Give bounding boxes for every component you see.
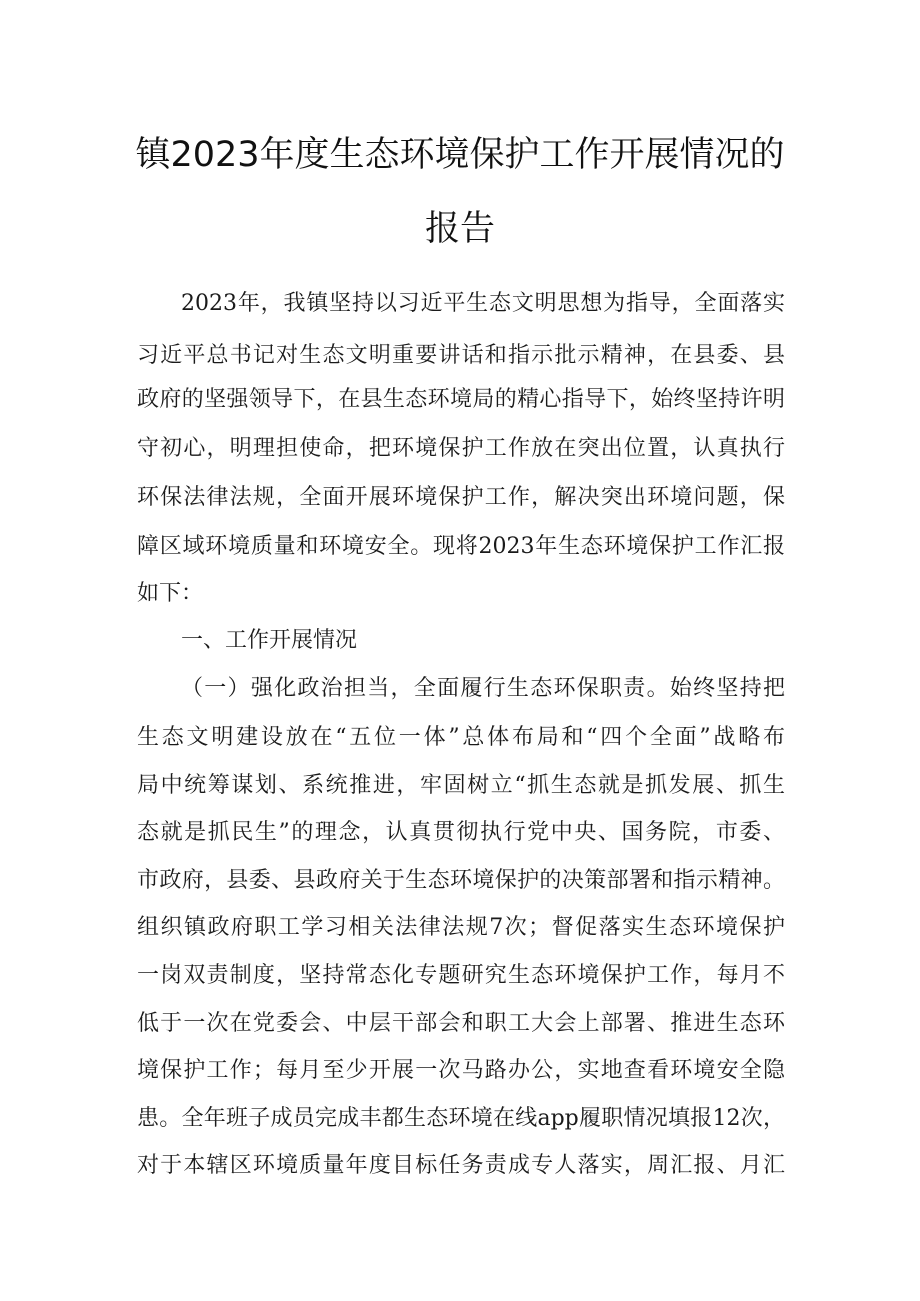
intro-paragraph-line: 2023年，我镇坚持以习近平生态文明思想为指导，全面落实 — [181, 291, 785, 316]
intro-paragraph-line: 守初心，明理担使命，把环境保护工作放在突出位置，认真执行 — [137, 436, 785, 461]
document-title-line-1: 镇2023年度生态环境保护工作开展情况的 — [135, 135, 785, 175]
section-heading: 一、工作开展情况 — [181, 628, 358, 653]
subsection-paragraph-line: 组织镇政府职工学习相关法律法规7次；督促落实生态环境保护 — [137, 915, 785, 940]
intro-paragraph-line: 习近平总书记对生态文明重要讲话和指示批示精神，在县委、县 — [137, 343, 785, 368]
intro-paragraph-line: 障区域环境质量和环境安全。现将2023年生态环境保护工作汇报 — [137, 534, 785, 559]
intro-paragraph-line: 政府的坚强领导下，在县生态环境局的精心指导下，始终坚持许明 — [137, 387, 785, 412]
subsection-paragraph-line: 患。全年班子成员完成丰都生态环境在线app履职情况填报12次， — [137, 1106, 785, 1131]
subsection-paragraph-line: 局中统筹谋划、系统推进，牢固树立“抓生态就是抓发展、抓生 — [137, 773, 785, 798]
subsection-paragraph-line: 对于本辖区环境质量年度目标任务责成专人落实，周汇报、月汇 — [137, 1153, 785, 1178]
subsection-paragraph-line: 态就是抓民生”的理念，认真贯彻执行党中央、国务院，市委、 — [137, 820, 785, 845]
subsection-paragraph-line: 市政府，县委、县政府关于生态环境保护的决策部署和指示精神。 — [137, 868, 785, 893]
subsection-paragraph-line: 一岗双责制度，坚持常态化专题研究生态环境保护工作，每月不 — [137, 963, 785, 988]
subsection-paragraph-line: （一）强化政治担当，全面履行生态环保职责。始终坚持把 — [181, 676, 785, 701]
subsection-paragraph-line: 生态文明建设放在“五位一体”总体布局和“四个全面”战略布 — [137, 725, 785, 750]
intro-paragraph-line: 环保法律法规，全面开展环境保护工作，解决突出环境问题，保 — [137, 485, 785, 510]
document-title-line-2: 报告 — [424, 209, 495, 249]
subsection-paragraph-line: 低于一次在党委会、中层干部会和职工大会上部署、推进生态环 — [137, 1011, 785, 1036]
subsection-paragraph-line: 境保护工作；每月至少开展一次马路办公，实地查看环境安全隐 — [137, 1058, 785, 1083]
intro-paragraph-line: 如下： — [137, 581, 204, 606]
